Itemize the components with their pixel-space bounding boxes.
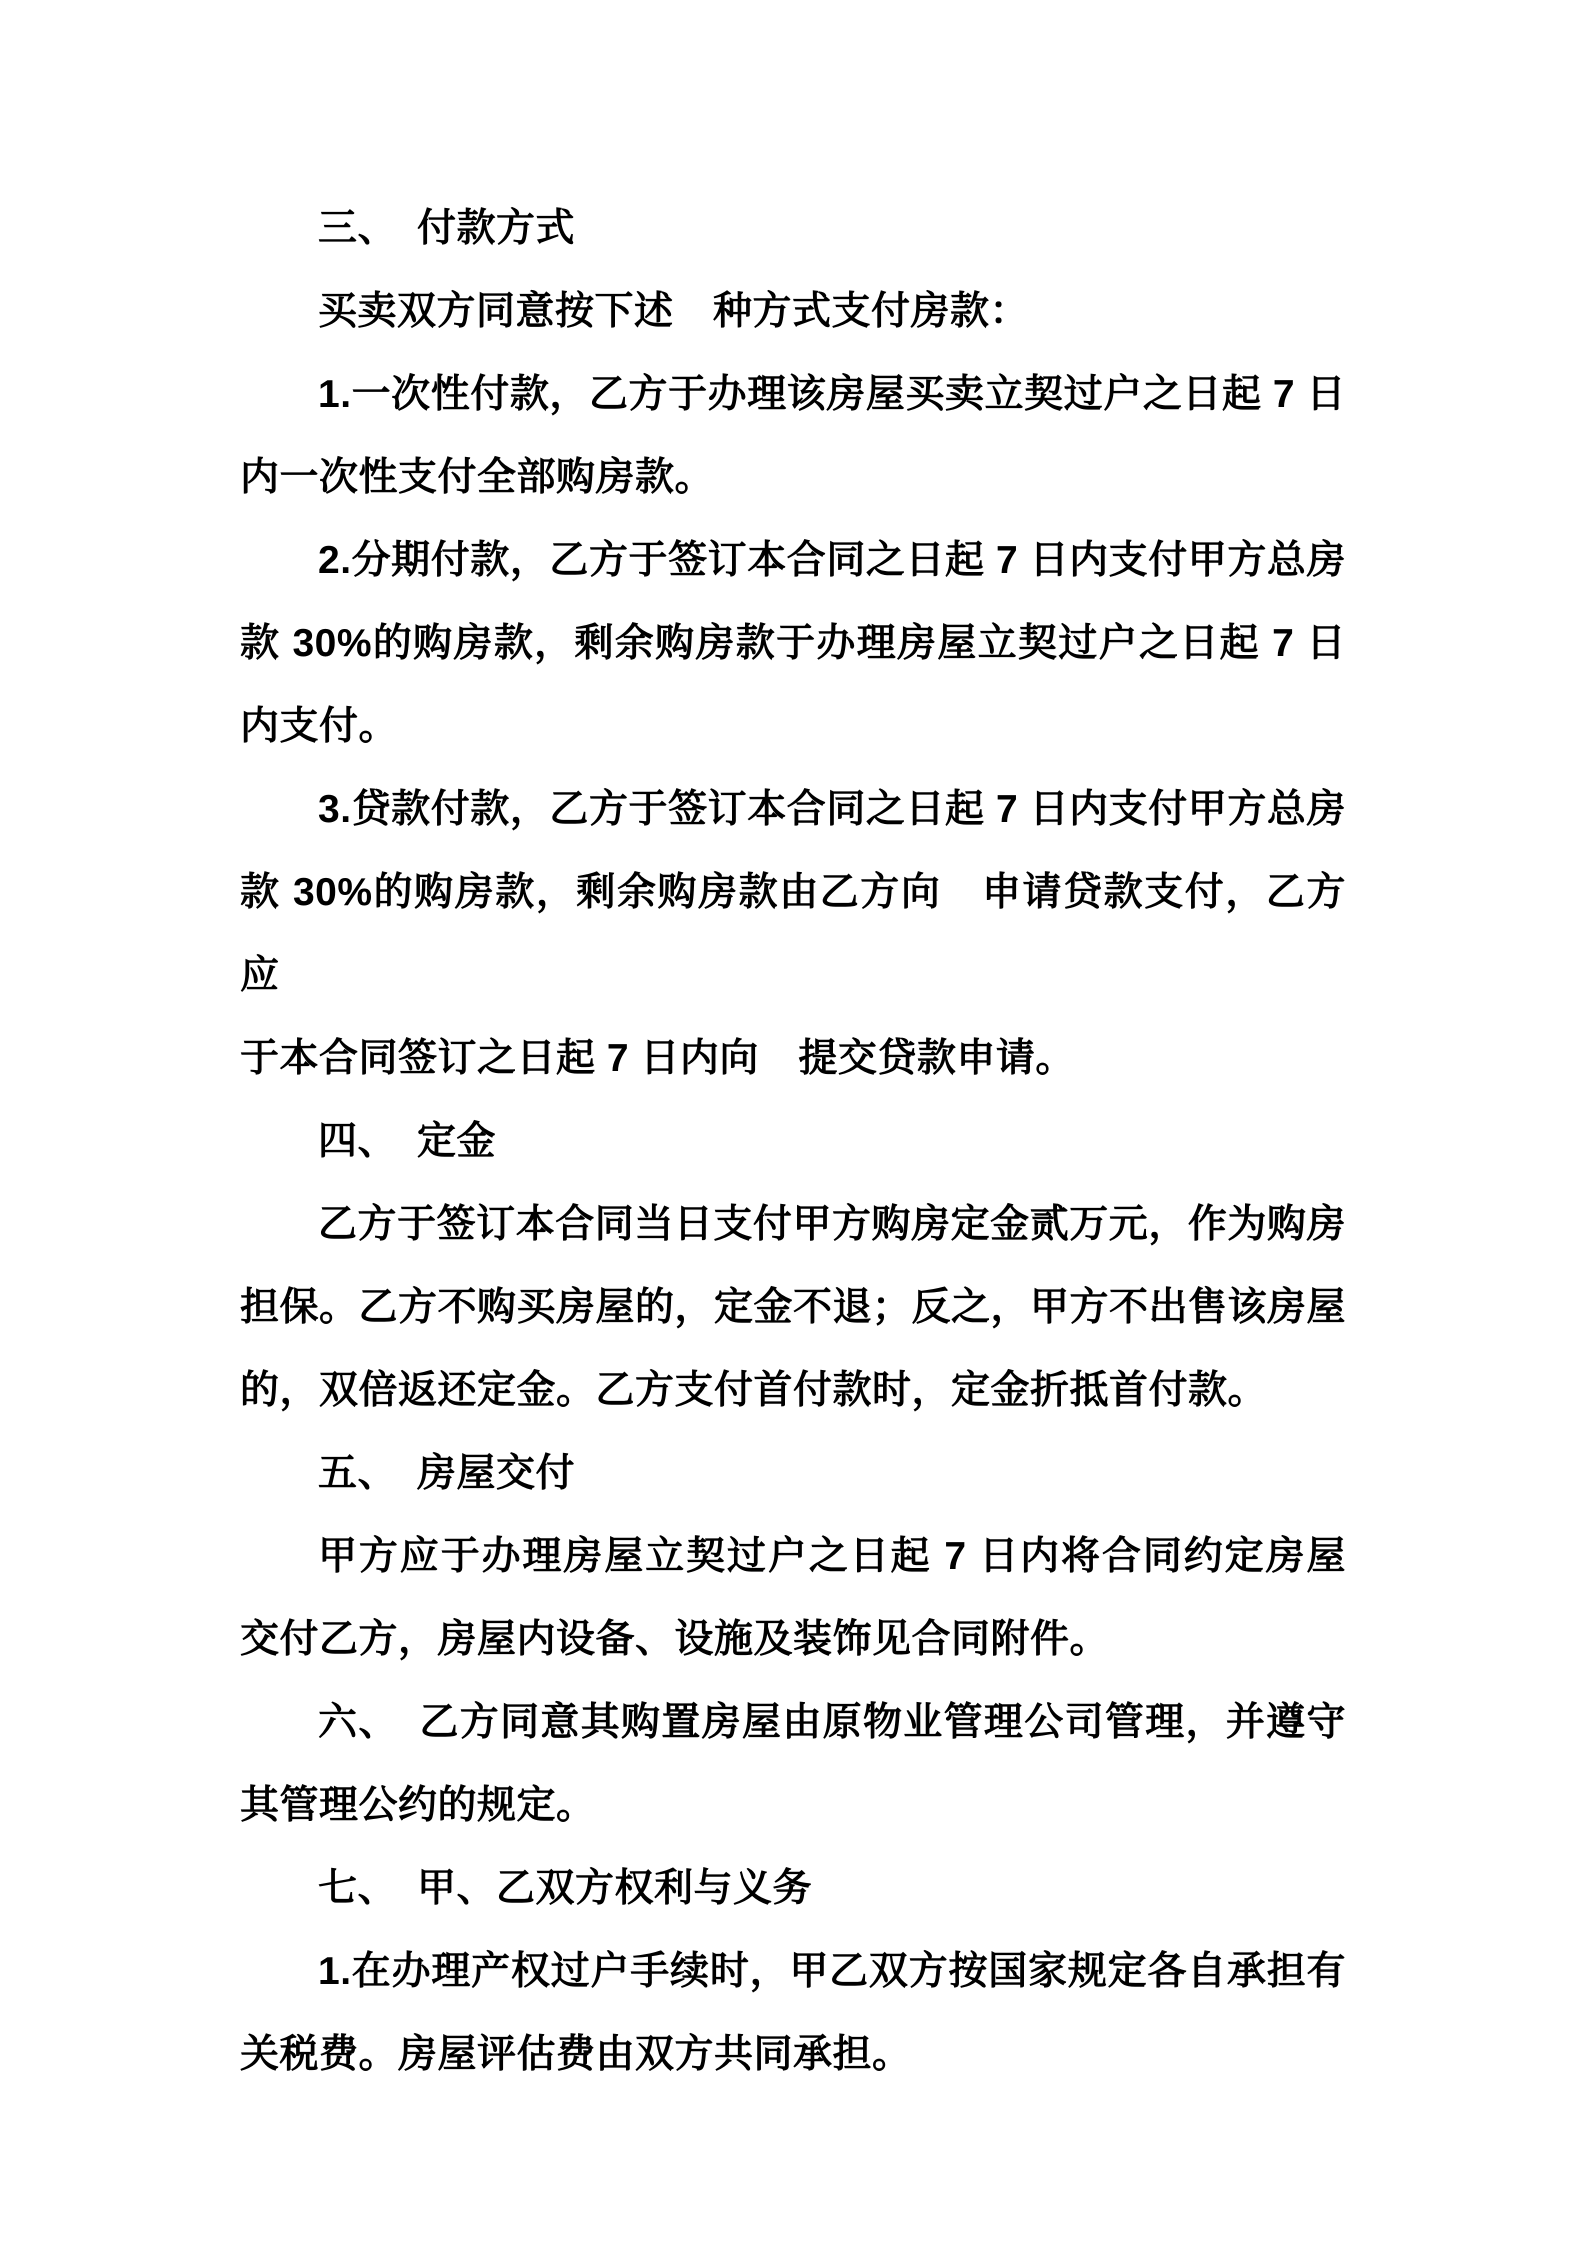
- section-heading-house-delivery: 五、 房屋交付: [318, 1452, 576, 1495]
- section-heading-payment-method: 三、 付款方式: [318, 207, 576, 250]
- line-taxes-fees-2: 关税费。房屋评估费由双方共同承担。: [240, 2033, 912, 2076]
- line-loan-payment-1: 3.贷款付款，乙方于签订本合同之日起 7 日内支付甲方总房: [318, 788, 1346, 831]
- line-installment-payment-2: 款 30%的购房款，剩余购房款于办理房屋立契过户之日起 7 日: [240, 622, 1346, 665]
- line-lump-sum-payment-1: 1.一次性付款，乙方于办理该房屋买卖立契过户之日起 7 日: [318, 373, 1346, 416]
- line-deposit-2: 担保。乙方不购买房屋的，定金不退；反之，甲方不出售该房屋: [240, 1286, 1347, 1329]
- line-deposit-1: 乙方于签订本合同当日支付甲方购房定金贰万元，作为购房: [318, 1203, 1346, 1246]
- line-loan-payment-2: 款 30%的购房款，剩余购房款由乙方向 申请贷款支付，乙方应: [240, 871, 1346, 997]
- line-property-management-2: 其管理公约的规定。: [240, 1784, 596, 1827]
- line-payment-intro: 买卖双方同意按下述 种方式支付房款：: [318, 290, 1030, 333]
- section-heading-deposit: 四、 定金: [318, 1120, 497, 1163]
- line-taxes-fees-1: 1.在办理产权过户手续时，甲乙双方按国家规定各自承担有: [318, 1950, 1346, 1993]
- line-property-management-1: 六、 乙方同意其购置房屋由原物业管理公司管理，并遵守: [318, 1701, 1346, 1744]
- line-house-delivery-1: 甲方应于办理房屋立契过户之日起 7 日内将合同约定房屋: [318, 1535, 1346, 1578]
- contract-body: [240, 187, 1346, 2096]
- line-lump-sum-payment-2: 内一次性支付全部购房款。: [240, 456, 715, 499]
- section-heading-rights-duties: 七、 甲、乙双方权利与义务: [318, 1867, 813, 1910]
- line-house-delivery-2: 交付乙方，房屋内设备、设施及装饰见合同附件。: [240, 1618, 1110, 1661]
- line-installment-payment-3: 内支付。: [240, 705, 399, 748]
- line-loan-payment-3: 于本合同签订之日起 7 日内向 提交贷款申请。: [240, 1037, 1075, 1080]
- line-deposit-3: 的，双倍返还定金。乙方支付首付款时，定金折抵首付款。: [240, 1369, 1268, 1412]
- line-installment-payment-1: 2.分期付款，乙方于签订本合同之日起 7 日内支付甲方总房: [318, 539, 1346, 582]
